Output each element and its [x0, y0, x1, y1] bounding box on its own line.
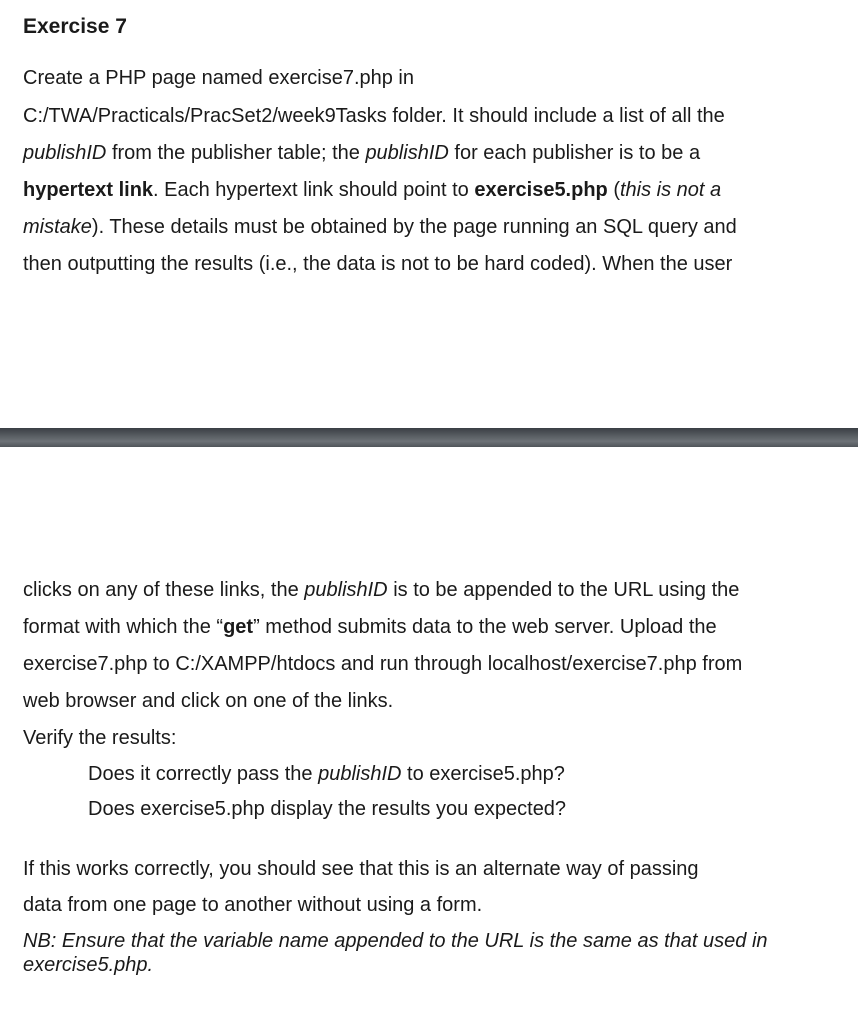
- paragraph-line: [23, 578, 739, 602]
- emphasis-note: this is not a: [620, 179, 722, 201]
- emphasis-note: mistake: [23, 216, 92, 238]
- exercise5-filename: exercise5.php: [474, 179, 608, 201]
- paragraph-line: If this works correctly, you should see that this is an alternate way of passing: [23, 858, 699, 880]
- paragraph-line: Create a PHP page named exercise7.php in: [23, 67, 414, 89]
- text-run: . Each hypertext link should point to: [153, 179, 475, 201]
- nb-note: NB: Ensure that the variable name appended to the URL is the same as that used in exercise5.php.: [23, 930, 768, 976]
- text-run: is to be appended to the URL using the: [387, 579, 740, 601]
- verify-question: [88, 762, 565, 786]
- paragraph-line: C:/TWA/Practicals/PracSet2/week9Tasks folder. It should include a list of all the: [23, 105, 725, 127]
- paragraph-line: exercise7.php to C:/XAMPP/htdocs and run through localhost/exercise7.php from: [23, 653, 743, 675]
- paragraph-line: data from one page to another without using a form.: [23, 894, 483, 916]
- document-page-top: [0, 0, 858, 428]
- text-run: format with which the “: [23, 616, 224, 638]
- hypertext-link-term: hypertext link: [23, 179, 154, 201]
- get-method-term: get: [223, 616, 254, 638]
- text-run: ). These details must be obtained by the page running an SQL query and: [91, 216, 737, 238]
- publishid-term: publishID: [23, 142, 107, 164]
- paragraph-line: [23, 141, 700, 165]
- publishid-term: publishID: [365, 142, 449, 164]
- text-run: (: [607, 179, 620, 201]
- page-break-divider: [0, 428, 858, 447]
- paragraph-line: [23, 615, 717, 639]
- publishid-term: publishID: [304, 579, 388, 601]
- publishid-term: publishID: [318, 763, 402, 785]
- text-run: clicks on any of these links, the: [23, 579, 305, 601]
- paragraph-line: web browser and click on one of the links.: [23, 690, 394, 712]
- text-run: for each publisher is to be a: [448, 142, 701, 164]
- verify-question: Does exercise5.php display the results you expected?: [88, 798, 567, 820]
- verify-label: Verify the results:: [23, 727, 177, 749]
- text-run: to exercise5.php?: [401, 763, 565, 785]
- exercise-heading: Exercise 7: [23, 15, 127, 38]
- text-run: from the publisher table; the: [106, 142, 366, 164]
- text-run: ” method submits data to the web server. Upload the: [253, 616, 717, 638]
- text-run: Does it correctly pass the: [88, 763, 319, 785]
- paragraph-line: [23, 215, 737, 239]
- paragraph-line: [23, 178, 721, 202]
- paragraph-line: then outputting the results (i.e., the data is not to be hard coded). When the user: [23, 253, 733, 275]
